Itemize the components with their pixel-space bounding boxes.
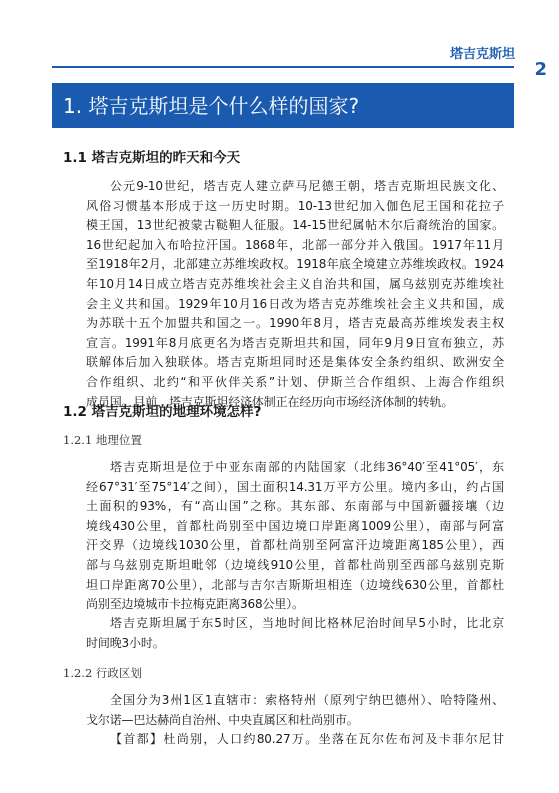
text-line: 坦口岸距离70公里），北部与吉尔吉斯斯坦相连（边境线630公里，首都杜 — [86, 577, 504, 592]
subsection-title-1-2-1: 1.2.1 地理位置 — [63, 433, 142, 447]
paragraph-location — [86, 458, 504, 615]
text-line: 公元9-10世纪，塔吉克人建立萨马尼德王朝，塔吉克斯坦民族文化、 — [110, 179, 504, 193]
page-bottom-edge — [0, 787, 559, 793]
text-line: 时间晚3小时。 — [86, 635, 165, 650]
text-line: 为苏联十五个加盟共和国之一。1990年8月，塔吉克最高苏维埃发表主权 — [86, 316, 504, 331]
text-line: 16世纪起加入布哈拉汗国。1868年，北部一部分并入俄国。1917年11月 — [86, 237, 504, 252]
header-rule — [52, 66, 514, 68]
subsection-title-1-2-2: 1.2.2 行政区划 — [63, 666, 142, 680]
section-title-1-2: 1.2 塔吉克斯坦的地理环境怎样? — [63, 404, 262, 420]
paragraph-timezone — [86, 614, 504, 653]
text-line: 联解体后加入独联体。塔吉克斯坦同时还是集体安全条约组织、欧洲安全 — [86, 355, 504, 370]
text-line: 尚别至边境城市卡拉梅克距离368公里）。 — [86, 597, 304, 612]
text-line: 年10月14日成立塔吉克苏维埃社会主义自治共和国，属乌兹别克苏维埃社 — [86, 276, 504, 291]
header-title: 塔吉克斯坦 — [449, 47, 515, 62]
text-line: 部与乌兹别克斯坦毗邻（边境线910公里，首都杜尚别至西部乌兹别克斯 — [86, 557, 504, 572]
text-line: 汗交界（边境线1030公里，首都杜尚别至阿富汗边境距离185公里），西 — [86, 538, 504, 553]
text-line: 至1918年2月，北部建立苏维埃政权。1918年底全境建立苏维埃政权。1924 — [86, 257, 504, 272]
text-line: 成员国。目前，塔吉克斯坦经济体制正在经历向市场经济体制的转轨。 — [86, 394, 454, 409]
text-line: 模王国，13世纪被蒙古鞑靼人征服。14-15世纪属帖木尔后裔统治的国家。 — [86, 218, 504, 233]
text-line: 塔吉克斯坦是位于中亚东南部的内陆国家（北纬36°40′至41°05′，东 — [110, 460, 504, 474]
text-line: 宣言。1991年8月底更名为塔吉克斯坦共和国，同年9月9日宣布独立，苏 — [86, 335, 504, 350]
paragraph-history — [86, 177, 504, 412]
text-line: 风俗习惯基本形成于这一历史时期。10-13世纪加入伽色尼王国和花拉子 — [86, 198, 504, 213]
text-line: 全国分为3州1区1直辖市：索格特州（原列宁纳巴德州）、哈特隆州、 — [110, 693, 504, 707]
text-line: 境线430公里，首都杜尚别至中国边境口岸距离1009公里），南部与阿富 — [86, 518, 504, 533]
text-line: 【首都】杜尚别，人口约80.27万。坐落在瓦尔佐布河及卡菲尔尼甘 — [110, 732, 504, 747]
page-number: 2 — [534, 59, 547, 80]
paragraph-administration — [86, 691, 504, 750]
text-line: 合作组织、北约“和平伙伴关系”计划、伊斯兰合作组织、上海合作组织 — [86, 374, 504, 389]
text-line: 土面积的93%，有“高山国”之称。其东部、东南部与中国新疆接壤（边 — [86, 499, 504, 514]
text-line: 会主义共和国。1929年10月16日改为塔吉克苏维埃社会主义共和国，成 — [86, 296, 504, 311]
text-line: 塔吉克斯坦属于东5时区，当地时间比格林尼治时间早5小时，比北京 — [110, 616, 504, 630]
text-line: 经67°31′至75°14′之间），国土面积14.31万平方公里。境内多山，约占国 — [86, 479, 504, 494]
text-line: 戈尔诺—巴达赫尚自治州、中央直属区和杜尚别市。 — [86, 712, 359, 727]
chapter-title: 1. 塔吉克斯坦是个什么样的国家? — [63, 94, 360, 118]
section-title-1-1: 1.1 塔吉克斯坦的昨天和今天 — [63, 150, 241, 166]
